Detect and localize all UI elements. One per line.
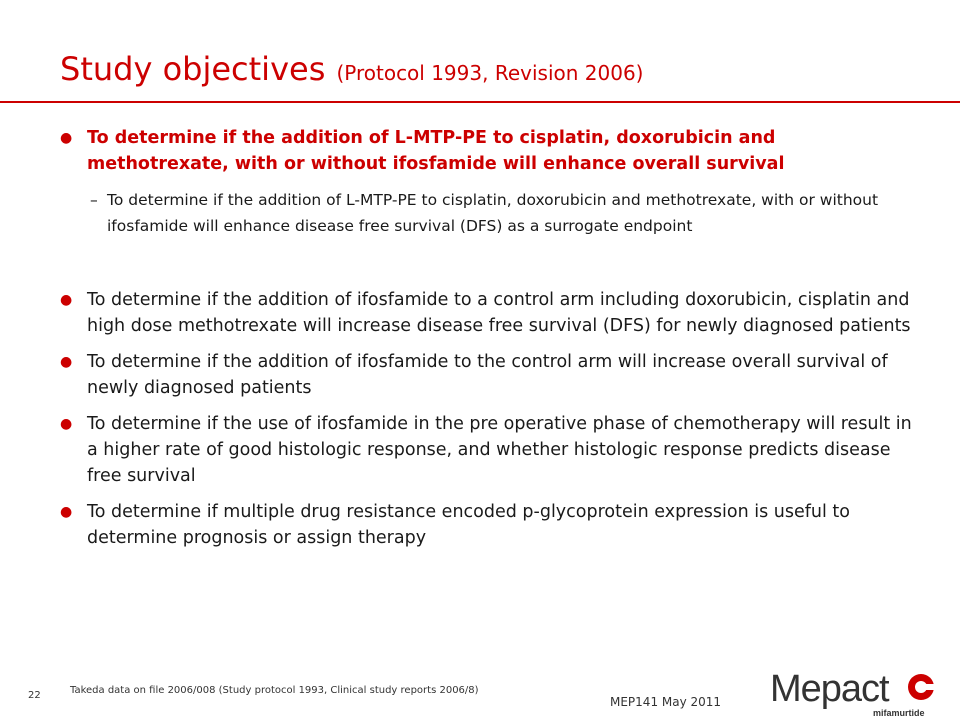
footer-code: MEP141 May 2011 (610, 695, 722, 709)
logo-mark-icon (906, 672, 936, 702)
bullet-dot-icon: ● (60, 416, 73, 432)
mepact-logo (770, 668, 945, 718)
slide-title (60, 50, 643, 88)
title-subtitle: (Protocol 1993, Revision 2006) (336, 61, 644, 85)
bullet-dot-icon: ● (60, 354, 73, 370)
objective-text: To determine if multiple drug resistance encoded p-glycoprotein expression is useful to determine prognosis or assign therapy (87, 502, 850, 548)
title-divider (0, 101, 960, 103)
title-main: Study objectives (60, 50, 326, 88)
bullet-dot-icon: ● (60, 504, 73, 520)
bullet-dot-icon: ● (60, 292, 73, 308)
objective-item (60, 411, 920, 489)
page-number: 22 (28, 690, 41, 701)
bullet-dot-icon: ● (60, 130, 73, 146)
objectives-list (60, 125, 920, 561)
sub-objective-text: To determine if the addition of L-MTP-PE to cisplatin, doxorubicin and methotrexate, with or without ifosfamide will enhance disease free survival (DFS) as a surrogate endpoint (107, 191, 879, 235)
footer-reference: Takeda data on file 2006/008 (Study protocol 1993, Clinical study reports 2006/8) (70, 685, 479, 696)
logo-tagline: mifamurtide (873, 708, 925, 718)
objective-text: To determine if the addition of L-MTP-PE to cisplatin, doxorubicin and methotrexate, with or without ifosfamide will enhance overall survival (87, 128, 785, 174)
sub-bullet-dash: – (90, 191, 98, 209)
objective-text: To determine if the use of ifosfamide in the pre operative phase of chemotherapy will result in a higher rate of good histologic response, and whether histologic response predicts disease free survival (87, 414, 912, 486)
objective-primary (60, 125, 920, 177)
logo-wordmark: Mepact (770, 668, 889, 710)
objective-item (60, 287, 920, 339)
objective-item (60, 349, 920, 401)
objective-text: To determine if the addition of ifosfamide to a control arm including doxorubicin, cisplatin and high dose methotrexate will increase disease free survival (DFS) for newly diagnosed patients (87, 290, 911, 336)
objective-item (60, 499, 920, 551)
objective-text: To determine if the addition of ifosfamide to the control arm will increase overall survival of newly diagnosed patients (87, 352, 888, 398)
objective-sub-item (60, 187, 920, 239)
